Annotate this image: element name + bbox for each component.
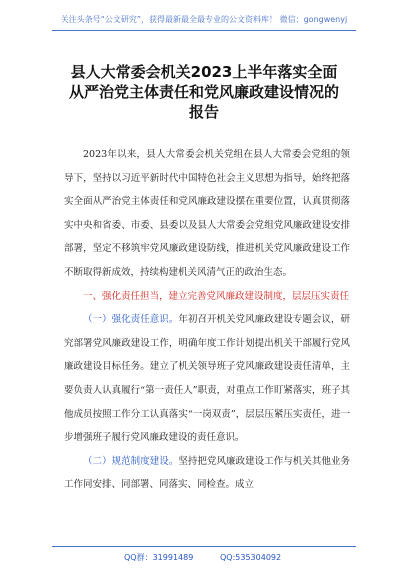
- sub-section-2-label: （二）规范制度建设。: [83, 455, 179, 467]
- intro-paragraph: 2023年以来，县人大常委会机关党组在县人大常委会党组的领导下，坚持以习近平新时代中国特色社会主义思想为指导，始终把落实全面从严治党主体责任和党风廉政建设摆在重要位置，认真贯彻落实中央和省委、市委、县委以及县人大常委会党组党风廉政建设安排部署，坚定不移筑牢党风廉政建设防线，推进机关党风廉政建设工作不断取得新成效，持续构建机关风清气正的政治生态。: [64, 149, 350, 278]
- document-title: [52, 62, 356, 122]
- sub-section-1-text: 年初召开机关党风廉政建设专题会议，研究部署党风廉政建设工作，明确年度工作计划提出机关干部履行党风廉政建设目标任务。建立了机关领导班子党风廉政建设责任清单，主要负责人认真履行“第一责任人”职责，对重点工作盯紧落实，班子其他成员按照工作分工认真落实“一岗双责”，层层压紧压实责任，进一步增强班子履行党风廉政建设的责任意识。: [64, 314, 350, 444]
- header-banner: [52, 12, 356, 31]
- title-line-1: 县人大常委会机关2023上半年落实全面: [70, 63, 338, 81]
- sub-section-2-paragraph: [64, 450, 350, 497]
- title-line-2: 从严治党主体责任和党风廉政建设情况的: [68, 83, 339, 101]
- footer-qq-group: QQ群：31991489: [124, 553, 194, 562]
- header-banner-text: 关注头条号“公文研究”，获得最新最全最专业的公文资料库！ 微信：gongwenyj: [60, 15, 348, 24]
- sub-section-1-label: （一）强化责任意识。: [83, 314, 179, 326]
- footer-contact: [52, 546, 356, 565]
- title-line-3: 报告: [188, 103, 219, 121]
- footer-qq-number: QQ:535304092: [220, 553, 282, 562]
- sub-section-1-paragraph: [64, 308, 350, 450]
- section-1-heading: 一、强化责任担当，建立完善党风廉政建设制度，层层压实责任: [83, 290, 350, 302]
- document-body: [64, 143, 350, 497]
- sub-section-2-text: 坚持把党风廉政建设工作与机关其他业务工作同安排、同部署、同落实、同检查。成立: [64, 455, 350, 491]
